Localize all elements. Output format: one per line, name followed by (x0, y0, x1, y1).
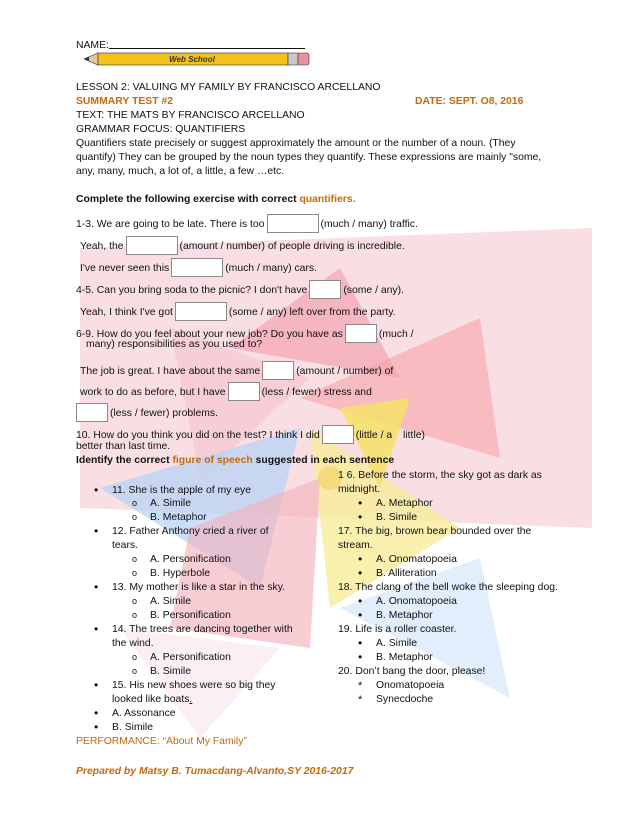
option-16b[interactable]: • B. Simile (376, 511, 417, 524)
question-16: 1 6. Before the storm, the sky got as dark as (338, 470, 542, 481)
option-13b[interactable]: o B. Personification (150, 609, 231, 622)
option-16a[interactable]: • A. Metaphor (376, 497, 433, 510)
exercise-line-9: (less / fewer) problems. (76, 403, 218, 422)
exercise-line-1: 1-3. We are going to be late. There is too (much / many) traffic. (76, 214, 418, 233)
exercise-line-7: The job is great. I have about the same (amount / number) of (80, 361, 393, 380)
answer-box-4[interactable] (309, 280, 341, 299)
question-16-cont: midnight. (338, 484, 381, 495)
option-19b[interactable]: • B. Metaphor (376, 651, 433, 664)
question-19: 19. Life is a roller coaster. (338, 624, 457, 635)
answer-box-10b[interactable] (397, 425, 401, 444)
intro-line-3: any, many, much, a lot of, a little, a few …etc. (76, 166, 285, 177)
exercise-line-2: Yeah, the (amount / number) of people driving is incredible. (80, 236, 405, 255)
summary-test-label: SUMMARY TEST #2 (76, 96, 173, 107)
grammar-focus: GRAMMAR FOCUS: QUANTIFIERS (76, 124, 246, 135)
footer-credit: Prepared by Matsy B. Tumacdang-Alvanto,SY 2016-2017 (76, 766, 354, 777)
answer-box-3[interactable] (171, 258, 223, 277)
option-13a[interactable]: o A. Simile (150, 595, 191, 608)
quantifiers-highlight: quantifiers. (299, 194, 356, 205)
question-18: 18. The clang of the bell woke the sleeping dog. (338, 582, 558, 593)
figures-instruction: Identify the correct figure of speech suggested in each sentence (76, 455, 395, 466)
question-17-cont: stream. (338, 540, 373, 551)
question-13: • 13. My mother is like a star in the sky. (112, 581, 285, 594)
answer-box-5[interactable] (175, 302, 227, 321)
option-20b[interactable]: * Synecdoche (376, 693, 433, 706)
question-12: • 12. Father Anthony cried a river of (112, 525, 269, 538)
lesson-title: LESSON 2: VALUING MY FAMILY BY FRANCISCO ARCELLANO (76, 82, 381, 93)
exercise-line-10-cont: better than last time. (76, 441, 171, 452)
option-12b[interactable]: o B. Hyperbole (150, 567, 210, 580)
question-12-cont: tears. (112, 540, 138, 551)
option-18b[interactable]: • B. Metaphor (376, 609, 433, 622)
question-15-cont: looked like boats. (112, 694, 193, 705)
performance-task: PERFORMANCE: “About My Family” (76, 736, 247, 747)
question-20: 20. Don’t bang the door, please! (338, 666, 486, 677)
answer-box-10[interactable] (322, 425, 354, 444)
intro-line-2: quantify) They can be grouped by the noun types they quantify. These expressions are mainly "some, (76, 152, 542, 163)
question-15: • 15. His new shoes were so big they (112, 679, 275, 692)
exercise-instruction: Complete the following exercise with correct quantifiers. (76, 194, 356, 205)
answer-box-9[interactable] (76, 403, 108, 422)
exercise-line-8: work to do as before, but I have (less / fewer) stress and (80, 382, 372, 401)
answer-box-7[interactable] (262, 361, 294, 380)
figure-of-speech-highlight: figure of speech (172, 455, 253, 466)
exercise-line-6-cont: many) responsibilities as you used to? (86, 339, 263, 350)
answer-box-6[interactable] (345, 324, 377, 343)
option-17a[interactable]: • A. Onomatopoeia (376, 553, 457, 566)
answer-box-8[interactable] (228, 382, 260, 401)
question-17: 17. The big, brown bear bounded over the (338, 526, 532, 537)
name-row (76, 38, 305, 52)
option-14b[interactable]: o B. Simile (150, 665, 191, 678)
option-14a[interactable]: o A. Personification (150, 651, 231, 664)
name-input-line[interactable] (109, 38, 305, 49)
option-11a[interactable]: o A. Simile (150, 497, 191, 510)
intro-line-1: Quantifiers state precisely or suggest approximately the amount or the number of a noun. (They (76, 138, 516, 149)
text-title: TEXT: THE MATS BY FRANCISCO ARCELLANO (76, 110, 305, 121)
answer-box-2[interactable] (126, 236, 178, 255)
exercise-line-6: 6-9. How do you feel about your new job? Do you have as (much / (76, 324, 414, 343)
question-14-cont: the wind. (112, 638, 154, 649)
option-11b[interactable]: o B. Metaphor (150, 511, 207, 524)
option-20a[interactable]: * Onomatopoeia (376, 679, 444, 692)
question-11: • 11. She is the apple of my eye (112, 484, 251, 497)
option-15a[interactable]: • A. Assonance (112, 707, 176, 720)
exercise-line-5: Yeah, I think I've got (some / any) left over from the party. (80, 302, 396, 321)
option-17b[interactable]: • B. Alliteration (376, 567, 437, 580)
pencil-label: Web School (169, 55, 215, 64)
exercise-line-10: 10. How do you think you did on the test? I think I did (little / a little) (76, 425, 425, 444)
option-12a[interactable]: o A. Personification (150, 553, 231, 566)
exercise-line-4: 4-5. Can you bring soda to the picnic? I don't have (some / any). (76, 280, 404, 299)
name-label: NAME: (76, 40, 109, 51)
pencil-icon (84, 52, 310, 66)
option-15b[interactable]: • B. Simile (112, 721, 153, 734)
exercise-line-3: I've never seen this (much / many) cars. (80, 258, 317, 277)
answer-box-1[interactable] (267, 214, 319, 233)
option-19a[interactable]: • A. Simile (376, 637, 417, 650)
question-14: • 14. The trees are dancing together with (112, 623, 293, 636)
option-18a[interactable]: • A. Onomatopoeia (376, 595, 457, 608)
test-date: DATE: SEPT. O8, 2016 (415, 96, 524, 107)
